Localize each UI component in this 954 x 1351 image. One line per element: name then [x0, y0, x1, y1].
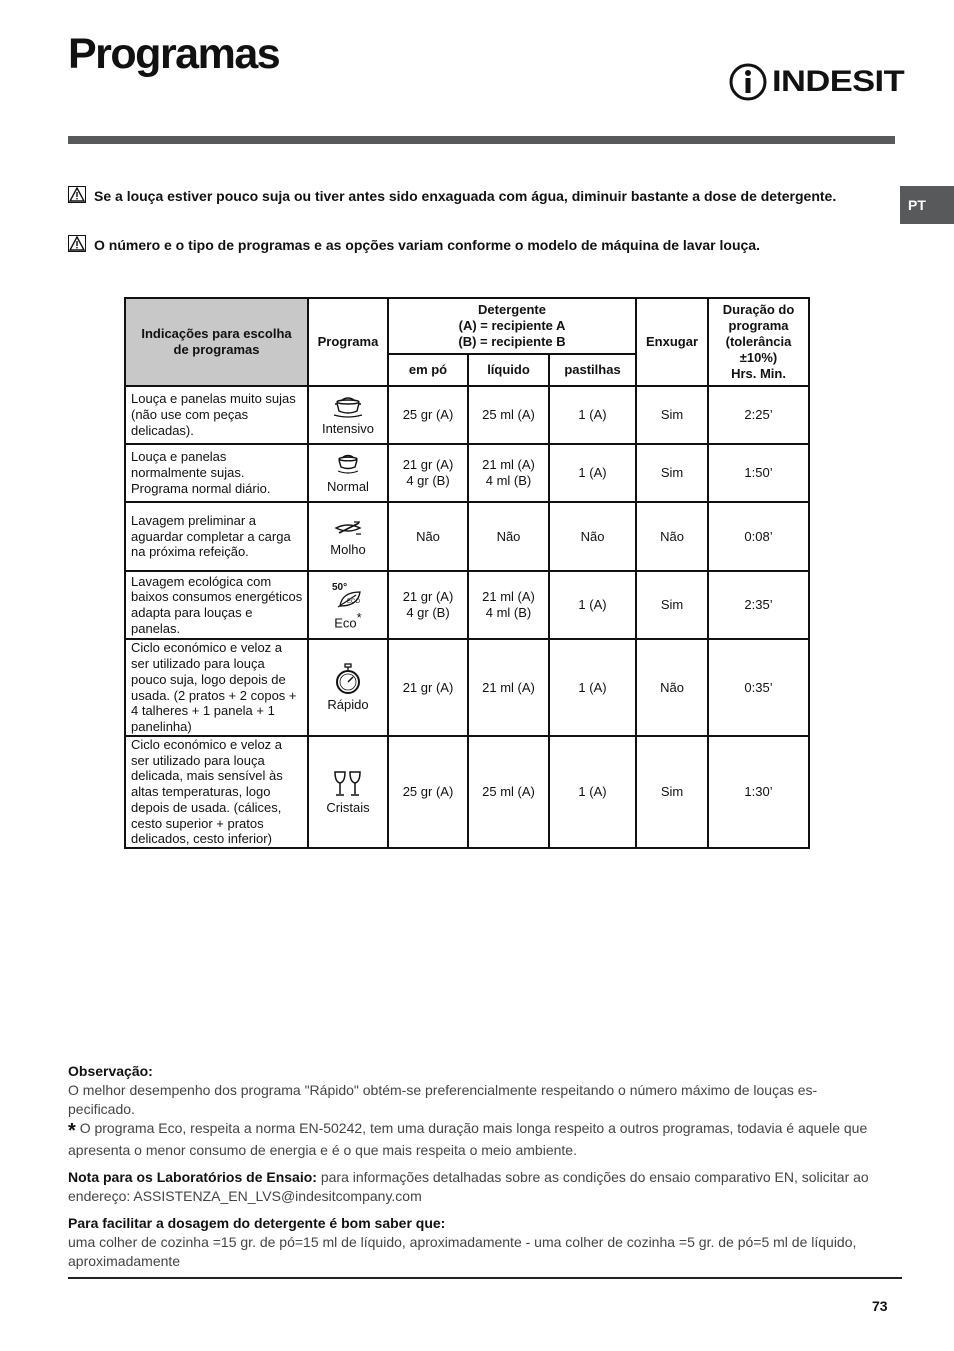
row-program — [308, 502, 388, 571]
footer-rule — [68, 1277, 902, 1279]
table-row — [125, 571, 809, 639]
cell-liquido: 21 ml (A) 4 ml (B) — [468, 571, 549, 639]
table-row — [125, 502, 809, 571]
cell-enxugar: Sim — [636, 571, 708, 639]
svg-text:ECO: ECO — [347, 598, 361, 605]
row-program — [308, 736, 388, 848]
lab-text: para informações detalhadas sobre as condições do ensaio comparativo EN, solicitar ao endereço: ASSISTENZA_EN_LVS@indesitcompany.com — [68, 1169, 869, 1204]
row-indication: Lavagem preliminar a aguardar completar a carga na próxima refeição. — [125, 502, 308, 571]
notes-lab — [68, 1168, 878, 1206]
cell-em-po: 25 gr (A) — [388, 736, 468, 848]
cell-duracao: 1:30’ — [708, 736, 809, 848]
eco-star: * — [356, 609, 362, 625]
cell-liquido: Não — [468, 502, 549, 571]
cell-liquido: 21 ml (A) 4 ml (B) — [468, 444, 549, 502]
svg-text:50°: 50° — [332, 581, 348, 593]
warning-2 — [68, 235, 868, 257]
header-duracao — [708, 298, 809, 386]
cell-liquido: 21 ml (A) — [468, 639, 549, 736]
warning-1 — [68, 186, 868, 208]
cell-duracao: 0:35’ — [708, 639, 809, 736]
cell-enxugar: Sim — [636, 736, 708, 848]
warning-icon — [68, 235, 86, 257]
notes-observacao — [68, 1062, 878, 1160]
row-indication: Louça e panelas muito sujas (não use com peças delicadas). — [125, 386, 308, 444]
row-program — [308, 639, 388, 736]
cell-pastilhas: 1 (A) — [549, 571, 636, 639]
row-indication: Ciclo económico e veloz a ser utilizado para louça delicada, mais sensível às altas temperaturas, logo depois de usada. (cálices, cesto superior + pratos delicados, cesto inferior) — [125, 736, 308, 848]
cell-pastilhas: 1 (A) — [549, 386, 636, 444]
table-row — [125, 736, 809, 848]
program-label: Intensivo — [321, 420, 375, 436]
cell-liquido: 25 ml (A) — [468, 736, 549, 848]
warning-2-text: O número e o tipo de programas e as opções variam conforme o modelo de máquina de lavar louça. — [94, 237, 760, 253]
warning-icon — [68, 186, 86, 208]
dose-text: uma colher de cozinha =15 gr. de pó=15 ml de líquido, aproximadamente - uma colher de cozinha =5 gr. de pó=5 ml de líquido, aproximadamente — [68, 1234, 857, 1269]
cell-enxugar: Sim — [636, 386, 708, 444]
program-label: Normal — [327, 478, 369, 494]
cell-em-po: Não — [388, 502, 468, 571]
row-program — [308, 386, 388, 444]
warning-1-text: Se a louça estiver pouco suja ou tiver antes sido enxaguada com água, diminuir bastante a dose de detergente. — [94, 188, 837, 204]
table-row — [125, 386, 809, 444]
eco-note-text: O programa Eco, respeita a norma EN-50242, tem uma duração mais longa respeito a outros programas, todavia é aquele que apresenta o menor consumo de energia e é o que mais respeita o meio ambiente. — [68, 1120, 868, 1158]
cell-pastilhas: 1 (A) — [549, 444, 636, 502]
header-detergente-title: Detergente — [478, 302, 546, 317]
cell-enxugar: Sim — [636, 444, 708, 502]
cell-pastilhas: 1 (A) — [549, 639, 636, 736]
brand-logo — [728, 62, 905, 102]
header-em-po: em pó — [388, 354, 468, 386]
table-row — [125, 639, 809, 736]
header-enxugar: Enxugar — [636, 298, 708, 386]
lab-title: Nota para os Laboratórios de Ensaio: — [68, 1169, 317, 1185]
program-label: Eco* — [334, 609, 362, 631]
header-duracao-title: Duração do programa (tolerância ±10%) — [722, 302, 795, 365]
notes-dose — [68, 1214, 878, 1271]
program-label: Rápido — [327, 697, 369, 712]
language-tab: PT — [900, 186, 954, 224]
cell-enxugar: Não — [636, 502, 708, 571]
obs-text: O melhor desempenho dos programa "Rápido" obtém-se preferencialmente respeitando o número máximo de louças es-pecificado. — [68, 1082, 818, 1117]
row-program — [308, 444, 388, 502]
header-programa: Programa — [308, 298, 388, 386]
brand-wordmark: INDESIT — [772, 65, 905, 98]
wine-glasses-icon — [333, 770, 363, 798]
pot-normal-icon — [333, 453, 363, 477]
header-detergente — [388, 298, 636, 354]
cell-pastilhas: 1 (A) — [549, 736, 636, 848]
header-detergente-b: (B) = recipiente B — [458, 334, 566, 349]
cell-em-po: 21 gr (A) 4 gr (B) — [388, 444, 468, 502]
pot-intensive-icon — [331, 395, 365, 419]
cell-liquido: 25 ml (A) — [468, 386, 549, 444]
soak-icon — [332, 516, 364, 540]
cell-em-po: 25 gr (A) — [388, 386, 468, 444]
row-program — [308, 571, 388, 639]
row-indication: Louça e panelas normalmente sujas. Programa normal diário. — [125, 444, 308, 502]
indesit-i-icon — [728, 62, 768, 102]
program-label: Cristais — [326, 799, 370, 815]
cell-pastilhas: Não — [549, 502, 636, 571]
cell-duracao: 2:25’ — [708, 386, 809, 444]
cell-enxugar: Não — [636, 639, 708, 736]
cell-duracao: 0:08’ — [708, 502, 809, 571]
page-number: 73 — [872, 1298, 888, 1314]
eco-50-icon — [330, 580, 366, 608]
notes-section — [68, 1062, 878, 1279]
table-row — [125, 444, 809, 502]
obs-title: Observação: — [68, 1063, 153, 1079]
eco-note-star: * — [68, 1120, 76, 1142]
cell-em-po: 21 gr (A) 4 gr (B) — [388, 571, 468, 639]
dose-title: Para facilitar a dosagem do detergente é bom saber que: — [68, 1215, 446, 1231]
header-pastilhas: pastilhas — [549, 354, 636, 386]
cell-duracao: 2:35’ — [708, 571, 809, 639]
row-indication: Ciclo económico e veloz a ser utilizado para louça pouco suja, logo depois de usada. (2 pratos + 2 copos + 4 talheres + 1 panela + 1 panelinha) — [125, 639, 308, 736]
header-liquido: líquido — [468, 354, 549, 386]
program-label: Molho — [330, 542, 366, 557]
header-detergente-a: (A) = recipiente A — [458, 318, 566, 333]
header-duracao-units: Hrs. Min. — [731, 366, 786, 381]
cell-em-po: 21 gr (A) — [388, 639, 468, 736]
header-rule — [68, 136, 895, 144]
programs-table — [124, 297, 810, 849]
page-title: Programas — [68, 30, 280, 78]
row-indication: Lavagem ecológica com baixos consumos energéticos adapta para louças e panelas. — [125, 571, 308, 639]
stopwatch-icon — [334, 663, 362, 695]
header-indicacoes: Indicações para escolha de programas — [125, 298, 308, 386]
cell-duracao: 1:50’ — [708, 444, 809, 502]
